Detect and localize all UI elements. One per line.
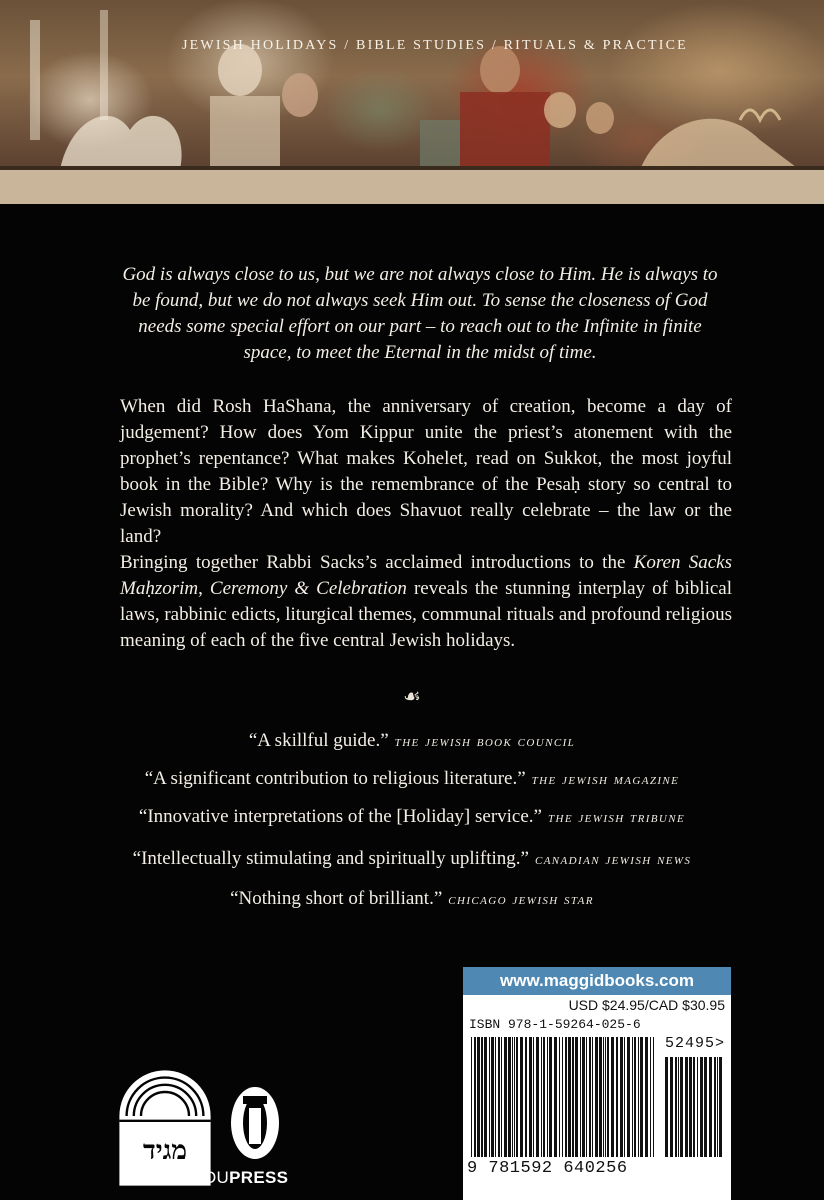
barcode-bar bbox=[693, 1057, 695, 1157]
barcode-bar bbox=[685, 1057, 688, 1157]
barcode-bar bbox=[547, 1037, 548, 1157]
barcode-number: 9 781592 640256 bbox=[467, 1159, 628, 1178]
barcode-bar bbox=[638, 1037, 639, 1157]
endorsement-quote bbox=[0, 768, 824, 790]
barcode-bar bbox=[572, 1037, 574, 1157]
barcode-bar bbox=[680, 1057, 683, 1157]
barcode-bar bbox=[471, 1037, 472, 1157]
tan-band bbox=[0, 170, 824, 204]
barcode-bar bbox=[616, 1037, 618, 1157]
barcode-bar bbox=[665, 1057, 668, 1157]
barcode-bar bbox=[484, 1037, 487, 1157]
barcode-bar bbox=[640, 1037, 643, 1157]
isbn-label: ISBN 978-1-59264-025-6 bbox=[469, 1017, 641, 1032]
ou-press-logo-icon bbox=[205, 1068, 305, 1168]
barcode-bar bbox=[675, 1057, 677, 1157]
barcode-bar bbox=[719, 1057, 722, 1157]
barcode-bar bbox=[650, 1037, 651, 1157]
series-categories: JEWISH HOLIDAYS / BIBLE STUDIES / RITUALS & PRACTICE bbox=[182, 38, 688, 53]
barcode-bar bbox=[516, 1037, 518, 1157]
barcode-bar bbox=[620, 1037, 623, 1157]
intro-quote: God is always close to us, but we are not always close to Him. He is always to be found, but we do not always seek Him out. To sense the closeness of God needs some special effort on our part – to reach out to the Infinite in finite space, to meet the Eternal in the midst of time. bbox=[122, 264, 718, 363]
barcode-bar bbox=[653, 1037, 654, 1157]
barcode-bar bbox=[697, 1057, 698, 1157]
maggid-label: MAGGID bbox=[119, 1168, 175, 1182]
quote-text: “A significant contribution to religious literature.” bbox=[144, 768, 526, 789]
ou-press-label bbox=[203, 1168, 303, 1188]
maggid-hebrew-text: מגיד bbox=[143, 1135, 187, 1167]
barcode-bar bbox=[714, 1057, 716, 1157]
barcode-bar bbox=[498, 1037, 500, 1157]
endorsement-quote bbox=[0, 806, 824, 828]
fleuron-ornament-icon: ☙ bbox=[403, 686, 421, 708]
barcode-bar bbox=[562, 1037, 563, 1157]
barcode-bar bbox=[595, 1037, 598, 1157]
barcode-bar bbox=[549, 1037, 552, 1157]
endorsement-quote bbox=[0, 848, 824, 870]
barcode-bar bbox=[717, 1057, 718, 1157]
barcode-addon-number: 52495> bbox=[665, 1035, 726, 1052]
quote-source: canadian jewish news bbox=[534, 851, 692, 868]
barcode-bar bbox=[525, 1037, 527, 1157]
barcode-bar bbox=[603, 1037, 604, 1157]
barcode-bar bbox=[605, 1037, 606, 1157]
description-paragraph-2 bbox=[120, 550, 732, 654]
barcode-bar bbox=[491, 1037, 494, 1157]
barcode-bar bbox=[627, 1037, 630, 1157]
barcode-bar bbox=[568, 1037, 571, 1157]
barcode-bar bbox=[481, 1037, 483, 1157]
barcode-bar bbox=[670, 1057, 673, 1157]
barcode-bar bbox=[508, 1037, 511, 1157]
barcode-bar bbox=[536, 1037, 539, 1157]
p2-title-2: Ceremony & Celebration bbox=[209, 578, 407, 599]
barcode-bar bbox=[689, 1057, 692, 1157]
barcode-bar bbox=[565, 1037, 567, 1157]
ou-suffix: PRESS bbox=[229, 1168, 289, 1187]
barcode-bar bbox=[533, 1037, 534, 1157]
p2-before: Bringing together Rabbi Sacks’s acclaimed introductions to the bbox=[120, 552, 634, 573]
endorsement-quote bbox=[0, 888, 824, 910]
barcode-bar bbox=[589, 1037, 591, 1157]
barcode-bar bbox=[559, 1037, 560, 1157]
barcode-bar bbox=[582, 1037, 585, 1157]
barcode-bar bbox=[514, 1037, 515, 1157]
ou-prefix: OU bbox=[203, 1168, 230, 1187]
publisher-url: www.maggidbooks.com bbox=[463, 967, 731, 995]
endorsement-quote bbox=[0, 730, 824, 752]
barcode-bar bbox=[575, 1037, 578, 1157]
barcode-bar bbox=[599, 1037, 602, 1157]
quote-source: the jewish tribune bbox=[548, 809, 686, 826]
barcode-bar bbox=[529, 1037, 532, 1157]
quote-text: “A skillful guide.” bbox=[248, 730, 389, 751]
barcode-bar bbox=[495, 1037, 496, 1157]
barcode-bar bbox=[504, 1037, 507, 1157]
barcode-bar bbox=[489, 1037, 490, 1157]
p2-title-1: Koren Sacks Maḥzorim bbox=[120, 552, 732, 599]
cover-painting bbox=[0, 0, 824, 170]
barcode-bar bbox=[645, 1037, 648, 1157]
barcode-bar bbox=[611, 1037, 614, 1157]
description-paragraph-1: When did Rosh HaShana, the anniversary of creation, become a day of judgement? How does Yom Kippur unite the priest’s atonement with the prophet’s repentance? What makes Kohelet, read on Sukkot, the most joyful book in the Bible? Why is the remembrance of the Pesaḥ story so central to Jewish morality? And which does Shavuot really celebrate – the law or the land? bbox=[120, 396, 732, 547]
barcode-bar bbox=[580, 1037, 581, 1157]
barcode-bar bbox=[678, 1057, 679, 1157]
quote-text: “Nothing short of brilliant.” bbox=[230, 888, 443, 909]
barcode-bar bbox=[700, 1057, 703, 1157]
p2-after: reveals the stunning interplay of biblical laws, rabbinic edicts, liturgical themes, communal rituals and profound religious meaning of each of the five central Jewish holidays. bbox=[120, 578, 732, 651]
barcode-bar bbox=[474, 1037, 476, 1157]
barcode-bar bbox=[477, 1037, 480, 1157]
p2-middle: , bbox=[198, 578, 210, 599]
barcode-panel bbox=[463, 967, 731, 1200]
barcode-bar bbox=[512, 1037, 513, 1157]
barcode-bar bbox=[634, 1037, 636, 1157]
barcode-bars bbox=[469, 1037, 659, 1157]
barcode-bar bbox=[704, 1057, 707, 1157]
barcode-bar bbox=[632, 1037, 633, 1157]
barcode-addon-bars bbox=[663, 1057, 725, 1157]
barcode-bar bbox=[709, 1057, 712, 1157]
barcode-bar bbox=[554, 1037, 557, 1157]
quote-source: the jewish book council bbox=[394, 733, 576, 750]
barcode-bar bbox=[592, 1037, 593, 1157]
quote-text: “Intellectually stimulating and spiritually uplifting.” bbox=[132, 848, 529, 869]
barcode-bar bbox=[624, 1037, 625, 1157]
painting-figures bbox=[0, 0, 824, 170]
barcode-bar bbox=[586, 1037, 587, 1157]
quote-source: chicago jewish star bbox=[448, 891, 594, 908]
quote-text: “Innovative interpretations of the [Holiday] service.” bbox=[138, 806, 542, 827]
barcode-bar bbox=[501, 1037, 502, 1157]
barcode-bar bbox=[541, 1037, 542, 1157]
price-label: USD $24.95/CAD $30.95 bbox=[568, 997, 725, 1013]
barcode-bar bbox=[520, 1037, 523, 1157]
barcode-bar bbox=[607, 1037, 609, 1157]
barcode-bar bbox=[543, 1037, 545, 1157]
quote-source: the jewish magazine bbox=[531, 771, 680, 788]
